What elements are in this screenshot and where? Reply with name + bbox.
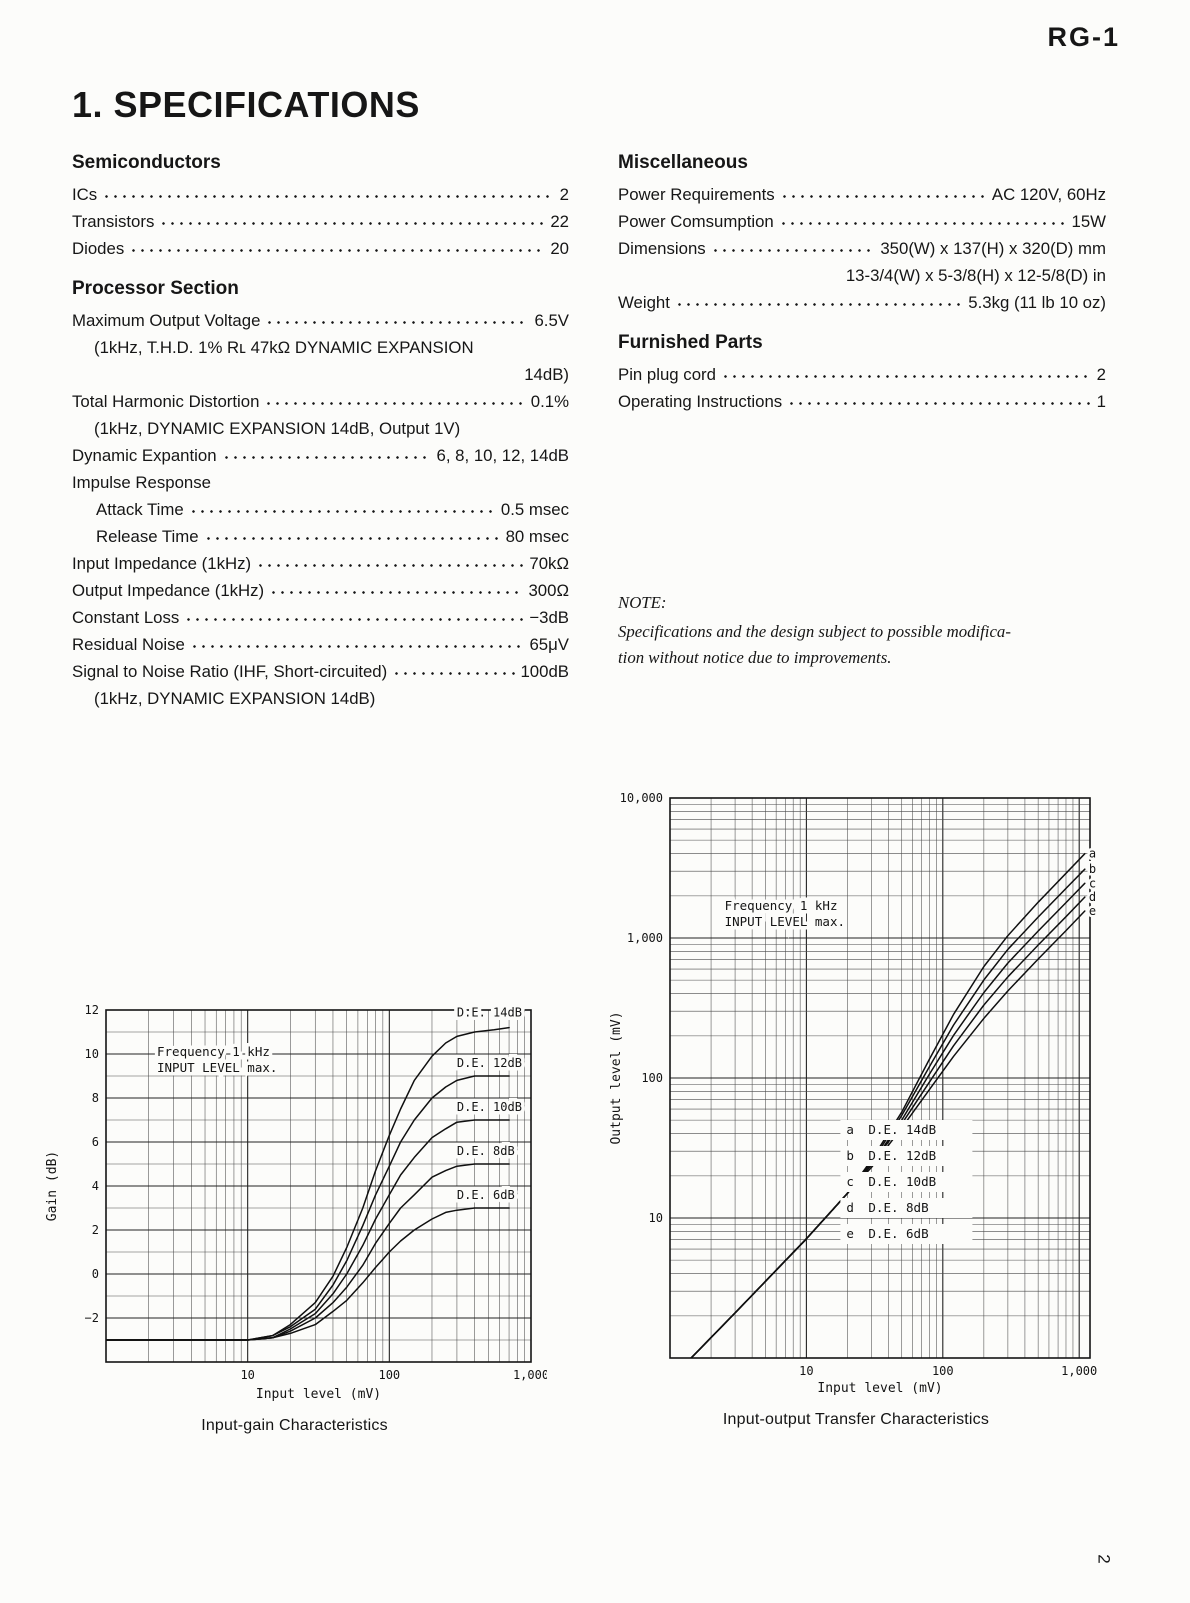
spec-row	[618, 181, 1106, 208]
spec-label: Pin plug cord	[618, 365, 716, 384]
spec-row	[72, 442, 569, 469]
spec-value: 0.5 msec	[500, 500, 569, 519]
spec-value: 100dB	[520, 662, 569, 681]
section-heading: Furnished Parts	[618, 332, 763, 353]
dot-leader	[787, 392, 1091, 407]
svg-text:1,000: 1,000	[1061, 1364, 1098, 1378]
spec-label: Weight	[618, 293, 670, 312]
dot-leader	[711, 239, 876, 254]
section-miscellaneous	[618, 152, 1106, 316]
spec-list	[618, 181, 1106, 316]
spec-row	[72, 658, 569, 685]
svg-text:d: d	[846, 1200, 854, 1215]
section-heading: Miscellaneous	[618, 152, 748, 173]
svg-text:a: a	[846, 1122, 854, 1137]
dot-leader	[256, 554, 524, 569]
svg-text:6: 6	[91, 1135, 99, 1149]
svg-text:e: e	[1088, 903, 1097, 918]
dot-leader	[780, 185, 987, 200]
spec-list	[618, 361, 1106, 415]
svg-text:10: 10	[648, 1211, 663, 1225]
svg-text:Frequency 1 kHz: Frequency 1 kHz	[724, 898, 838, 913]
spec-label: Dimensions	[618, 239, 706, 258]
page-title: 1. SPECIFICATIONS	[72, 84, 420, 125]
spec-row	[72, 496, 569, 523]
spec-list	[72, 181, 569, 262]
spec-label: Impulse Response	[72, 473, 211, 492]
svg-text:INPUT LEVEL max.: INPUT LEVEL max.	[724, 914, 846, 929]
spec-row	[72, 577, 569, 604]
spec-value: AC 120V, 60Hz	[991, 185, 1106, 204]
svg-text:INPUT LEVEL max.: INPUT LEVEL max.	[157, 1059, 278, 1075]
spec-label: Release Time	[96, 527, 199, 546]
spec-row	[618, 361, 1106, 388]
dot-leader	[269, 581, 523, 596]
spec-label: Signal to Noise Ratio (IHF, Short-circuited)	[72, 662, 388, 681]
spec-label: Attack Time	[96, 500, 184, 519]
svg-text:Frequency 1 kHz: Frequency 1 kHz	[157, 1043, 270, 1059]
page-number: 2	[1094, 1554, 1114, 1564]
spec-row	[618, 208, 1106, 235]
dot-leader	[204, 527, 501, 542]
dot-leader	[102, 185, 554, 200]
spec-row	[72, 604, 569, 631]
section-heading: Processor Section	[72, 278, 239, 299]
svg-text:D.E. 8dB: D.E. 8dB	[868, 1200, 929, 1215]
spec-subline: 14dB)	[524, 365, 569, 384]
spec-row	[72, 631, 569, 658]
spec-value: 15W	[1071, 212, 1106, 231]
spec-value: 6.5V	[534, 311, 569, 330]
svg-text:D.E. 8dB: D.E. 8dB	[456, 1144, 515, 1159]
dot-leader	[222, 446, 432, 461]
spec-row	[72, 388, 569, 415]
spec-label: Maximum Output Voltage	[72, 311, 261, 330]
chart-canvas	[42, 1000, 547, 1415]
svg-text:D.E. 12dB: D.E. 12dB	[456, 1056, 522, 1071]
spec-row	[618, 388, 1106, 415]
spec-label: Power Requirements	[618, 185, 775, 204]
dot-leader	[189, 500, 496, 515]
svg-text:Gain (dB): Gain (dB)	[45, 1150, 60, 1222]
left-column	[72, 152, 569, 712]
spec-label: Diodes	[72, 239, 125, 258]
spec-value: 22	[550, 212, 569, 231]
svg-text:1,000: 1,000	[512, 1368, 547, 1382]
svg-text:1,000: 1,000	[626, 931, 663, 945]
svg-text:Output level (mV): Output level (mV)	[609, 1011, 624, 1145]
dot-leader	[129, 239, 545, 254]
svg-text:a: a	[1088, 846, 1097, 861]
note-label: NOTE:	[618, 593, 667, 612]
spec-value: 70kΩ	[529, 554, 569, 573]
svg-text:10: 10	[240, 1368, 255, 1382]
spec-value: 6, 8, 10, 12, 14dB	[436, 446, 569, 465]
spec-label: Residual Noise	[72, 635, 185, 654]
svg-text:D.E. 12dB: D.E. 12dB	[868, 1148, 937, 1163]
right-column	[618, 152, 1106, 415]
section-furnished-parts	[618, 332, 1106, 415]
svg-text:100: 100	[641, 1071, 663, 1085]
dot-leader	[265, 311, 529, 326]
dot-leader	[264, 392, 525, 407]
dot-leader	[721, 365, 1092, 380]
svg-text:Input level (mV): Input level (mV)	[255, 1387, 382, 1402]
dot-leader	[392, 662, 515, 677]
spec-value: 350(W) x 137(H) x 320(D) mm	[880, 239, 1106, 258]
spec-value: 2	[1096, 365, 1106, 384]
spec-row	[72, 208, 569, 235]
chart-title: Input-output Transfer Characteristics	[722, 1411, 990, 1428]
spec-row	[618, 235, 1106, 262]
spec-value: 80 msec	[505, 527, 569, 546]
spec-row	[72, 307, 569, 334]
spec-value: 1	[1096, 392, 1106, 411]
svg-text:0: 0	[91, 1267, 99, 1281]
spec-value: −3dB	[529, 608, 569, 627]
svg-text:100: 100	[378, 1368, 401, 1382]
spec-value: 5.3kg (11 lb 10 oz)	[968, 293, 1106, 312]
spec-value: 20	[550, 239, 569, 258]
svg-text:D.E. 10dB: D.E. 10dB	[868, 1174, 937, 1189]
svg-text:D.E. 14dB: D.E. 14dB	[456, 1005, 522, 1020]
chart-title: Input-gain Characteristics	[201, 1417, 388, 1434]
svg-text:D.E. 10dB: D.E. 10dB	[456, 1100, 522, 1115]
svg-text:D.E. 14dB: D.E. 14dB	[868, 1122, 937, 1137]
svg-text:100: 100	[931, 1364, 954, 1378]
spec-row	[72, 181, 569, 208]
input-gain-chart	[42, 1000, 547, 1435]
spec-row	[72, 550, 569, 577]
note-line: tion without notice due to improvements.	[618, 648, 892, 667]
spec-label: Power Comsumption	[618, 212, 774, 231]
svg-text:4: 4	[91, 1179, 99, 1193]
svg-text:−2: −2	[84, 1311, 99, 1325]
dot-leader	[184, 608, 524, 623]
svg-text:b: b	[1088, 862, 1097, 877]
spec-list	[72, 307, 569, 712]
chart-canvas	[606, 786, 1106, 1409]
spec-value: 0.1%	[530, 392, 569, 411]
spec-label: Operating Instructions	[618, 392, 783, 411]
spec-value: 65μV	[529, 635, 569, 654]
note	[618, 590, 1106, 671]
spec-label: Input Impedance (1kHz)	[72, 554, 252, 573]
svg-text:d: d	[1088, 890, 1097, 905]
spec-subline: (1kHz, DYNAMIC EXPANSION 14dB)	[94, 689, 376, 708]
spec-subline: (1kHz, T.H.D. 1% Rʟ 47kΩ DYNAMIC EXPANSION	[94, 338, 474, 357]
spec-label: ICs	[72, 185, 98, 204]
svg-text:e: e	[846, 1226, 854, 1241]
svg-text:c: c	[1088, 876, 1097, 891]
spec-subline: (1kHz, DYNAMIC EXPANSION 14dB, Output 1V)	[94, 419, 461, 438]
spec-row	[72, 469, 569, 496]
svg-text:Input level (mV): Input level (mV)	[817, 1381, 943, 1396]
svg-text:b: b	[846, 1148, 854, 1163]
section-heading: Semiconductors	[72, 152, 221, 173]
svg-text:c: c	[846, 1174, 854, 1189]
dot-leader	[159, 212, 545, 227]
transfer-chart	[606, 786, 1106, 1429]
svg-text:D.E. 6dB: D.E. 6dB	[868, 1226, 929, 1241]
dot-leader	[675, 293, 963, 308]
svg-text:10: 10	[799, 1364, 814, 1378]
spec-label: Output Impedance (1kHz)	[72, 581, 265, 600]
spec-value: 300Ω	[528, 581, 569, 600]
spec-row	[72, 523, 569, 550]
svg-text:10: 10	[84, 1047, 99, 1061]
dot-leader	[779, 212, 1067, 227]
spec-subline: 13-3/4(W) x 5-3/8(H) x 12-5/8(D) in	[845, 266, 1106, 285]
spec-row	[618, 289, 1106, 316]
note-line: Specifications and the design subject to possible modifica-	[618, 622, 1011, 641]
svg-text:8: 8	[91, 1091, 99, 1105]
svg-text:12: 12	[84, 1003, 99, 1017]
svg-text:2: 2	[91, 1223, 99, 1237]
model-number: RG-1	[1047, 22, 1120, 52]
spec-row	[72, 235, 569, 262]
spec-label: Dynamic Expantion	[72, 446, 217, 465]
spec-label: Transistors	[72, 212, 155, 231]
section-processor	[72, 278, 569, 712]
dot-leader	[190, 635, 525, 650]
section-semiconductors	[72, 152, 569, 262]
spec-label: Constant Loss	[72, 608, 180, 627]
spec-value: 2	[559, 185, 569, 204]
spec-label: Total Harmonic Distortion	[72, 392, 260, 411]
svg-text:10,000: 10,000	[619, 791, 663, 805]
svg-text:D.E. 6dB: D.E. 6dB	[456, 1188, 515, 1203]
